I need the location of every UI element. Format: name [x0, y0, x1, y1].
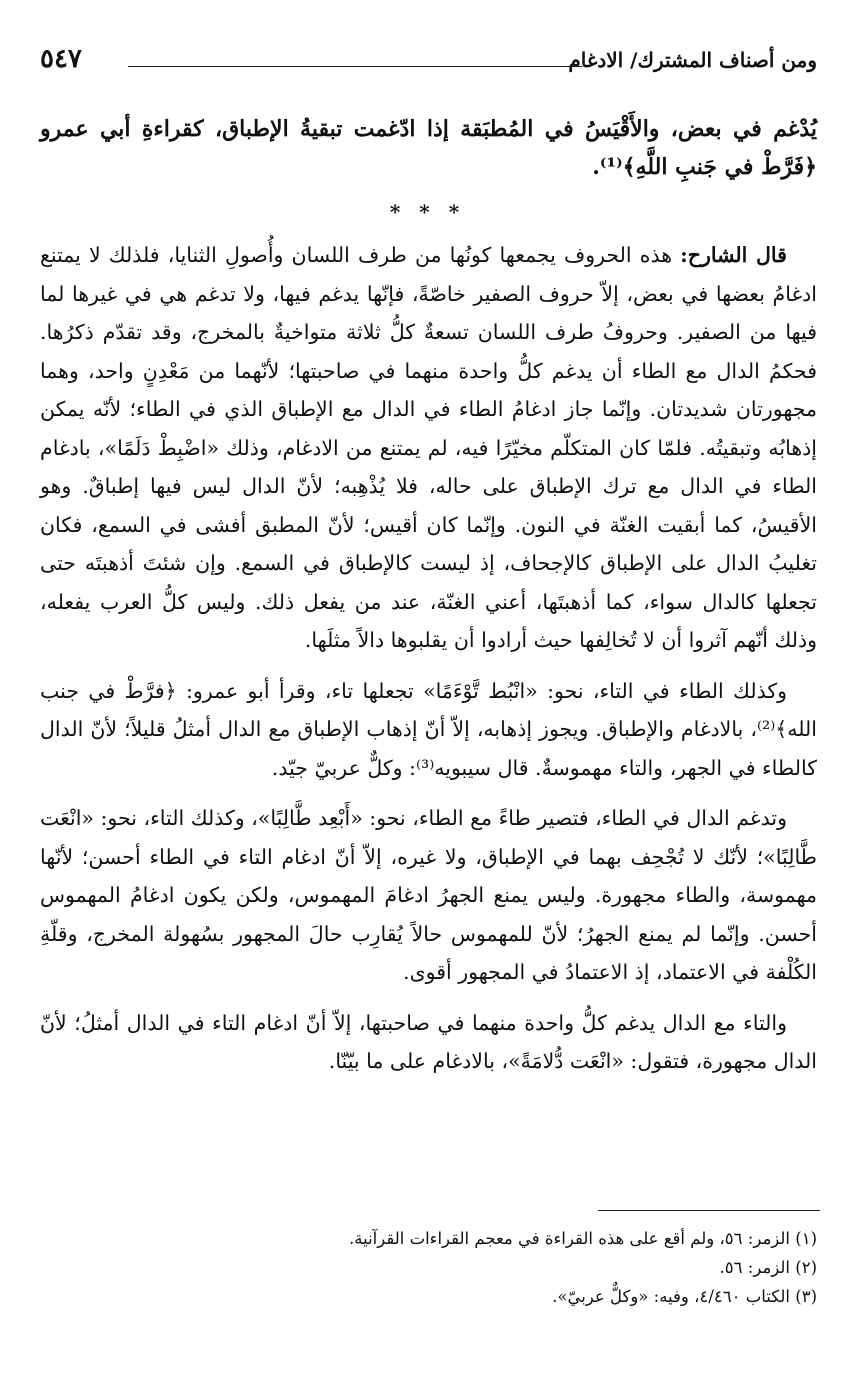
intro-text: يُدْغم في بعض، والأَقْيَسُ في المُطبَقة إذا ادّغمت تبقيةُ الإطباق، كقراءةِ أبي عمرو ﴿فَرَّطْ في جَنبِ اللَّهِ﴾⁽¹⁾.	[40, 116, 817, 180]
paragraph-dal-ta: وتدغم الدال في الطاء، فتصير طاءً مع الطاء، نحو: «أَبْعِد طَّالِبًا»، وكذلك التاء، نحو: «انْعَت طَّالِبًا»؛ لأنّك لا تُجْحِف بهما في الإطباق، ولا غيره، إلاّ أنّ ادغام التاء في الطاء أحسن؛ لأنّها مهموسة، والطاء مجهورة. وليس يمنع الجهرُ ادغامَ المهموس، ولكن يكون ادغامُ المهموس أحسن. وإنّما لم يمنع الجهرُ؛ لأنّ للمهموس حالاً يُقارِب حالَ المجهور بسُهولة المخرج، وقلّةِ الكُلْفة في الاعتماد، إذ الاعتمادُ في المجهور أقوى.	[40, 806, 817, 984]
header-rule	[128, 66, 582, 67]
main-text	[40, 236, 817, 1081]
paragraph-ta-dal: والتاء مع الدال يدغم كلُّ واحدة منهما في صاحبتها، إلاّ أنّ ادغام التاء في الدال أمثلُ؛ لأنّ الدال مجهورة، فتقول: «انْعَت دُّلامَةً»، بالادغام على ما بيّنّا.	[40, 1010, 817, 1073]
intro-paragraph	[40, 110, 817, 186]
page-header	[40, 44, 817, 80]
section-separator: * * *	[389, 200, 466, 224]
commentary-text: هذه الحروف يجمعها كونُها من طرف اللسان وأُصولِ الثنايا، فلذلك لا يمتنع ادغامُ بعضها في بعض، إلاّ حروف الصفير خاصّةً، فإنّها يدغم فيها، ولا تدغم هي في غيرها لما فيها من الصفير. وحروفُ طرف اللسان تسعةٌ كلُّ ثلاثة متواخيةٌ بالمخرج، وقد تقدّم ذكرُها. فحكمُ الدال مع الطاء أن يدغم كلُّ واحدة منهما في صاحبتها؛ لأنّهما من مَعْدِنٍ واحد، وهما مجهورتان شديدتان. وإنّما جاز ادغامُ الطاء في الدال مع الإطباق الذي في الطاء؛ لأنّه يمكن إذهابُه وتبقيتُه. فلمّا كان المتكلّم مخيّرًا فيه، لم يمتنع من الادغام، وذلك «اضْبِطْ دَلَمًا»، بادغام الطاء في الدال مع ترك الإطباق على حاله، فلا يُذْهِبه؛ لأنّ الدال ليس فيها إطباقٌ. وهو الأقيسُ، كما أبقيت الغنّة في النون. وإنّما كان أقيس؛ لأنّ المطبق أفشى في السمع، فكان تغليبُ الدال على الإطباق كالإجحاف، إذ ليست كالإطباق في السمع. وإن شئتَ أذهبتَه حتى تجعلها كالدال سواء، كما أذهبتَها، أعني الغنّة، عند من يفعل ذلك. وليس كلُّ العرب يفعله، وذلك أنّهم آثروا أن لا تُخالِفها حيث أرادوا أن يقلبوها دالاً مثلَها.	[40, 243, 817, 652]
footnote-2: (٢) الزمر: ٥٦.	[719, 1258, 817, 1277]
paragraph-ta: وكذلك الطاء في التاء، نحو: «انْبُط تَّوْءَمًا» تجعلها تاء، وقرأ أبو عمرو: ﴿فرَّطْ في جنب الله﴾⁽²⁾، بالادغام والإطباق. ويجوز إذهابه، إلاّ أنّ إذهاب الإطباق مع الدال أمثلُ قليلاً؛ لأنّ الدال كالطاء في الجهر، والتاء مهموسةٌ. قال سيبويه⁽³⁾: وكلٌّ عربيّ جيّد.	[40, 678, 817, 780]
footnotes	[40, 1224, 817, 1311]
footnote-3: (٣) الكتاب ٤/٤٦٠، وفيه: «وكلٌّ عربيّ».	[552, 1287, 817, 1306]
commentary-paragraph	[40, 236, 817, 660]
footnote-1: (١) الزمر: ٥٦، ولم أقع على هذه القراءة في معجم القراءات القرآنية.	[349, 1229, 817, 1248]
page-number: ٥٤٧	[40, 44, 82, 74]
running-title: ومن أصناف المشترك/ الادغام	[568, 48, 817, 72]
footnote-rule	[598, 1210, 820, 1211]
commentator-label: قال الشارح:	[680, 243, 787, 267]
